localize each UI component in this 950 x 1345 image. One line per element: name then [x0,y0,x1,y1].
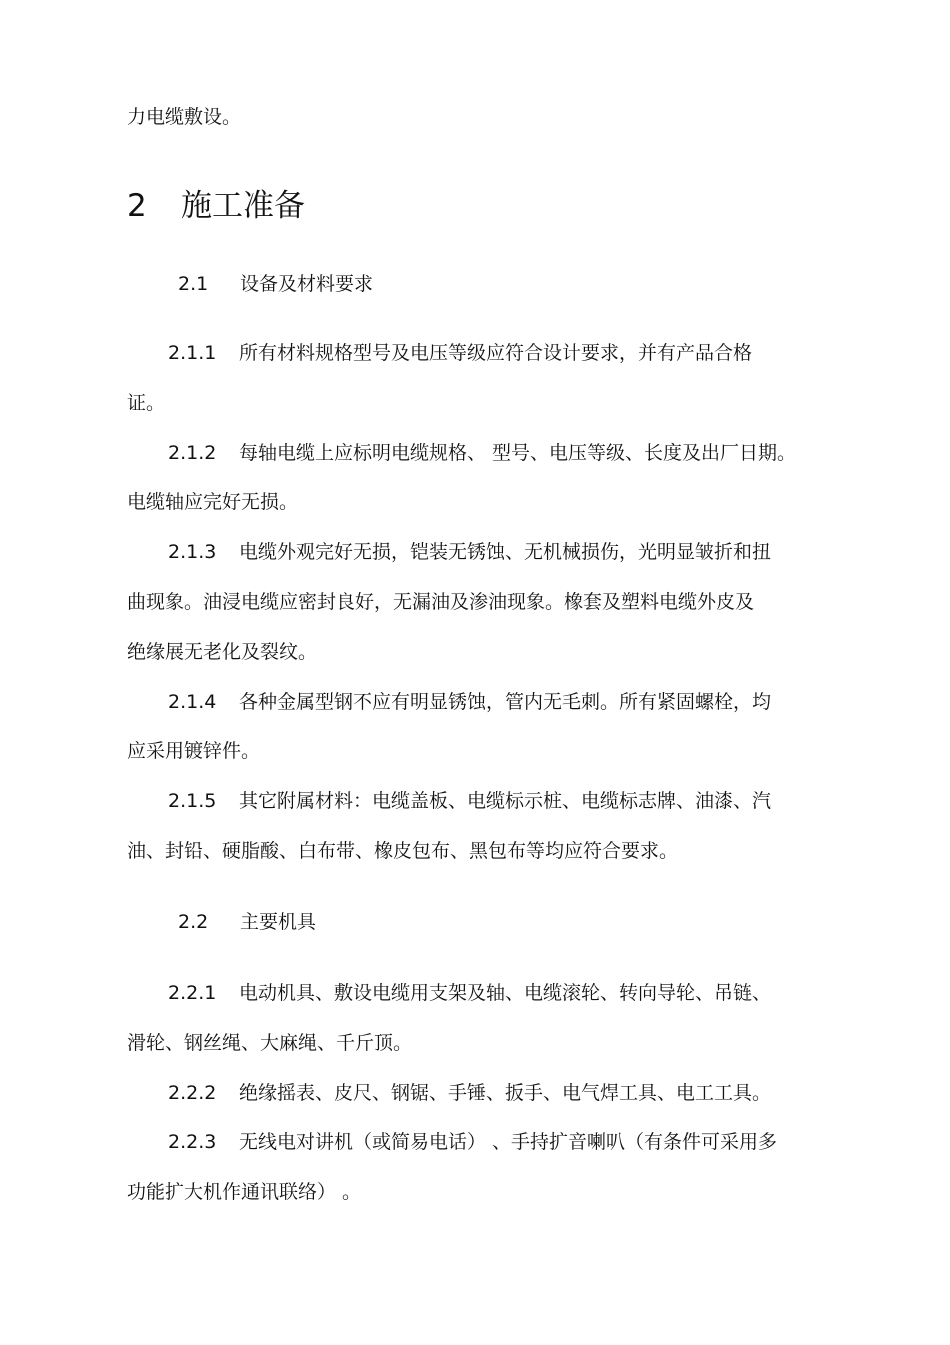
paragraph-text: 其它附属材料：电缆盖板、电缆标示桩、电缆标志牌、油漆、汽 [239,790,772,812]
paragraph-2-1-1 [168,341,752,365]
paragraph-2-1-2-continued: 电缆轴应完好无损。 [127,491,299,513]
paragraph-2-2-1 [168,981,771,1005]
continued-text-line: 力电缆敷设。 [127,106,242,128]
paragraph-2-1-3-continued: 曲现象。油浸电缆应密封良好，无漏油及渗油现象。橡套及塑料电缆外皮及 [127,591,755,613]
subsection-number: 2.1 [178,273,209,295]
paragraph-2-2-3-continued: 功能扩大机作通讯联络） 。 [127,1181,362,1203]
clause-number: 2.1.2 [168,442,217,464]
paragraph-2-1-3-continued: 绝缘展无老化及裂纹。 [127,641,318,663]
subsection-heading-2-1 [178,272,373,296]
clause-number: 2.1.4 [168,691,217,713]
paragraph-text: 无线电对讲机（或简易电话） 、手持扩音喇叭（有条件可采用多 [239,1131,778,1153]
section-number: 2 [127,188,147,224]
paragraph-2-1-4 [168,690,771,714]
paragraph-text: 电缆外观完好无损，铠装无锈蚀、无机械损伤，光明显皱折和扭 [239,541,772,563]
paragraph-2-2-1-continued: 滑轮、钢丝绳、大麻绳、千斤顶。 [127,1032,413,1054]
paragraph-text: 绝缘摇表、皮尺、钢锯、手锤、扳手、电气焊工具、电工工具。 [239,1082,772,1104]
clause-number: 2.1.1 [168,342,217,364]
paragraph-2-1-2 [168,441,796,465]
paragraph-2-1-5-continued: 油、封铅、硬脂酸、白布带、橡皮包布、黑包布等均应符合要求。 [127,840,679,862]
paragraph-text: 电动机具、敷设电缆用支架及轴、电缆滚轮、转向导轮、吊链、 [239,982,772,1004]
clause-number: 2.2.3 [168,1131,217,1153]
paragraph-2-1-5 [168,789,771,813]
subsection-title: 设备及材料要求 [240,273,374,295]
clause-number: 2.1.3 [168,541,217,563]
subsection-title: 主要机具 [240,911,317,933]
paragraph-text: 每轴电缆上应标明电缆规格、 型号、电压等级、长度及出厂日期。 [239,442,797,464]
paragraph-2-1-3 [168,540,771,564]
paragraph-text: 所有材料规格型号及电压等级应符合设计要求，并有产品合格 [239,342,753,364]
paragraph-text: 各种金属型钢不应有明显锈蚀，管内无毛刺。所有紧固螺栓，均 [239,691,772,713]
clause-number: 2.2.1 [168,982,217,1004]
paragraph-2-1-4-continued: 应采用镀锌件。 [127,740,261,762]
section-title: 施工准备 [181,188,305,224]
subsection-number: 2.2 [178,911,209,933]
paragraph-2-2-3 [168,1130,777,1154]
clause-number: 2.1.5 [168,790,217,812]
clause-number: 2.2.2 [168,1082,217,1104]
section-heading-2 [127,186,305,226]
subsection-heading-2-2 [178,910,316,934]
paragraph-2-1-1-continued: 证。 [127,392,166,414]
paragraph-2-2-2 [168,1081,771,1105]
